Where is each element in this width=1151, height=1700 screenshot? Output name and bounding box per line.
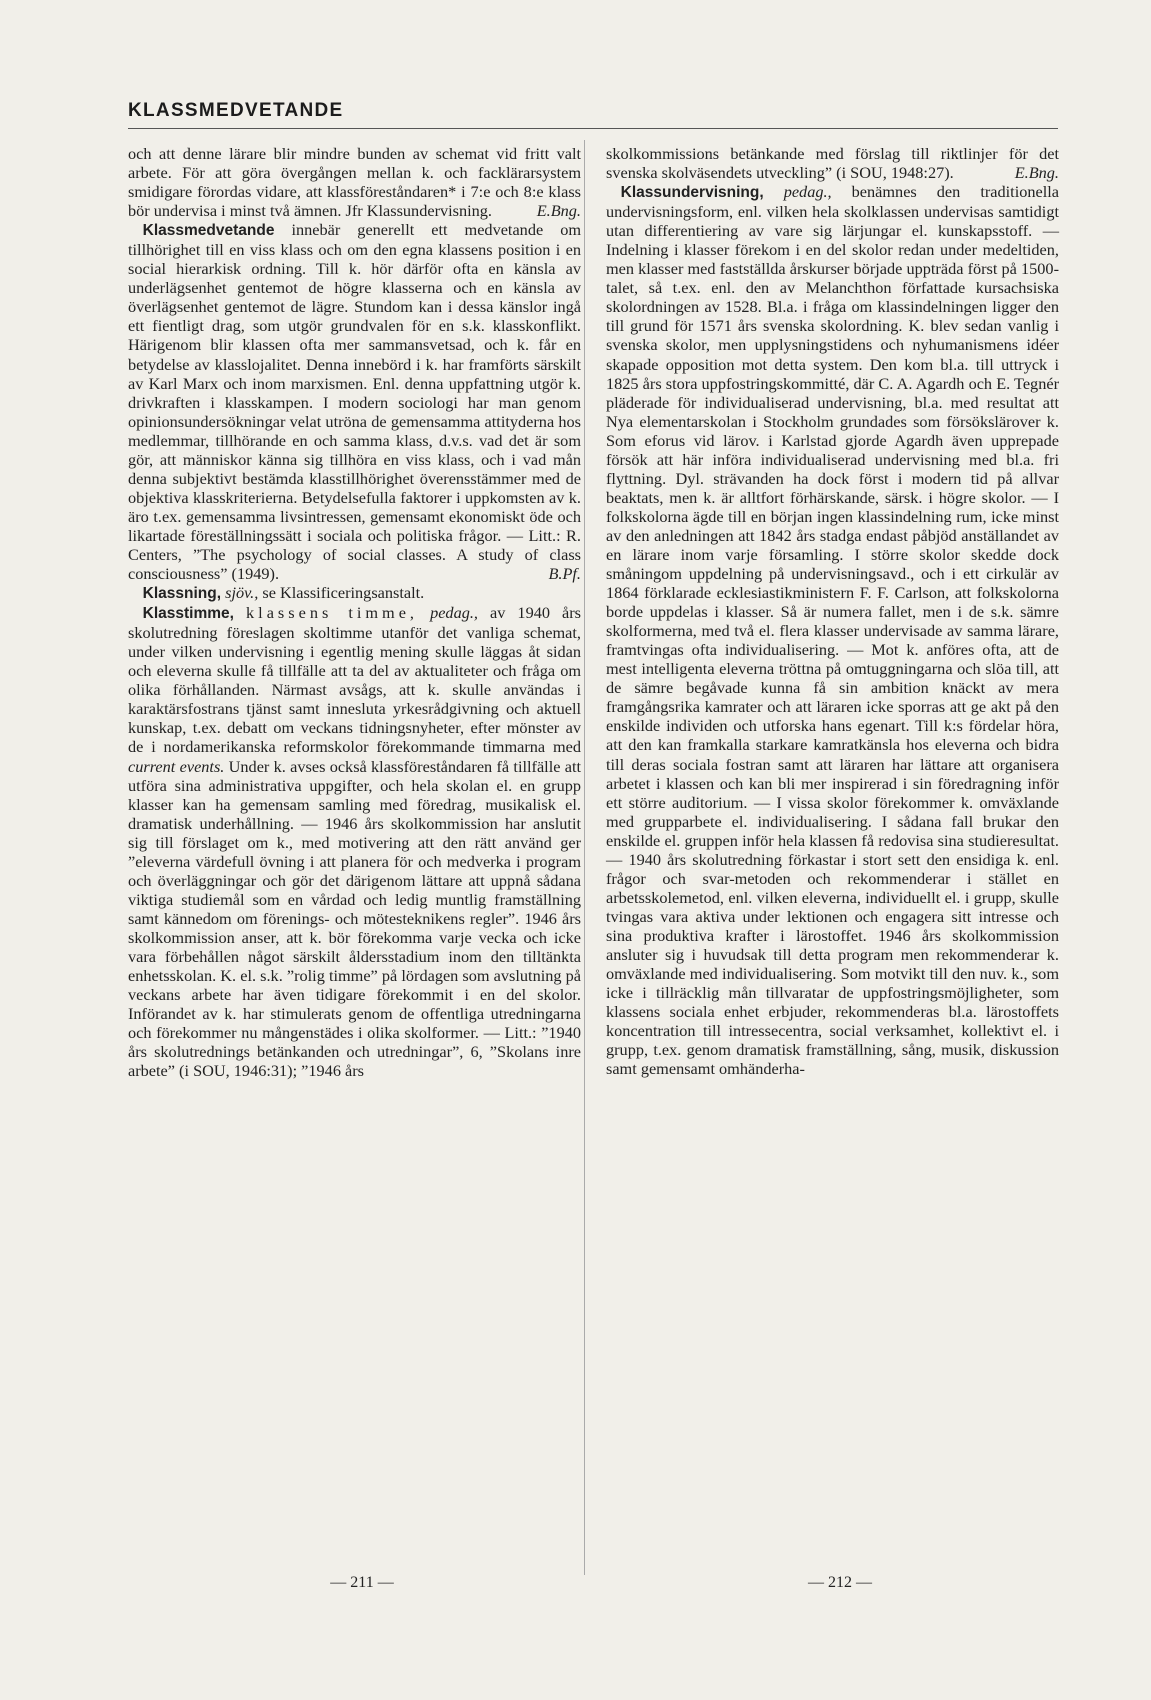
header-rule: [128, 128, 1058, 129]
headword: Klassundervisning,: [620, 184, 764, 202]
subject-label: pedag.,: [783, 182, 832, 202]
entry-text: skolkommissions betänkande med förslag till riktlinjer för det svenska skolväsendets utveckling” (i SOU, 1948:27).: [606, 144, 1059, 183]
subject-label: pedag.,: [430, 603, 478, 623]
entry-text: se Klassificeringsanstalt.: [258, 583, 425, 603]
subject-label: sjöv.,: [225, 583, 259, 603]
entry-text: av 1940 års skolutredning föreslagen skoltimme utanför det vanliga schemat, under vilken undervisning i egentlig mening skulle läggas åt sidan och eleverna skulle få tillfälle att ta del av aktualiteter och fråga om olika förhållanden. Närmast avsågs, att k. skulle användas i karaktärsfostrans tjänst samt innesluta yrkesrådgivning och aktuell kunskap, t.ex. debatt om veckans tidningsnyheter, efter mönster av de i nordamerikanska reformskolor förekommande timmarna med: [128, 603, 582, 757]
spaced-gloss: klassens timme,: [246, 603, 419, 623]
entry-klassmedvetande: [128, 220, 581, 583]
entry-text: och att denne lärare blir mindre bunden av schemat vid fritt valt arbete. För att göra övergången mellan k. och facklärarsystem smidigare förordas vidare, att klassföreståndaren* i 7:e och 8:e klass bör undervisa i minst två ämnen. Jfr Klassundervisning.: [128, 144, 581, 221]
entry-klassundervisning: [606, 182, 1059, 1078]
headword: Klassning,: [142, 585, 222, 603]
entry-klasstimme: [128, 603, 581, 1080]
author-signature: E.Bng.: [1014, 163, 1059, 183]
entry-text: innebär generellt ett medvetande om tillhörighet till en viss klass och om den egna klassens position i en social hierarkisk ordning. Till k. hör därför ofta en känsla av underlägsenhet gentemot de högre klasserna och en känsla av överlägsenhet gentemot de lägre. Stundom kan i dessa känslor ingå ett fientligt drag, som utgör grundvalen för en s.k. klasskonflikt. Härigenom blir klassen ofta mer sammansvetsad, och k. får en betydelse av klasslojalitet. Denna innebörd i k. har framförts särskilt av Karl Marx och inom marxismen. Enl. denna uppfattning utgör k. drivkraften i klasskampen. I modern sociologi har man genom opinionsundersökningar velat utröna de gemensamma attityderna hos medlemmar, tillhörande en och samma klass, d.v.s. vad det är som gör, att människor känna sig tillhöra en viss klass, och i vad mån denna subjektivt bestämda klasstillhörighet överensstämmer med de objektiva klasskriterierna. Betydelsefulla faktorer i uppkomsten av k. äro t.ex. gemensamma livsintressen, gemensamt ekonomiskt öde och likartade föreställningssätt i sociala och politiska frågor. — Litt.: R. Centers, ”The psychology of social classes. A study of class consciousness” (1949).: [128, 220, 581, 584]
running-title: KLASSMEDVETANDE: [128, 100, 344, 121]
author-signature: E.Bng.: [536, 201, 581, 221]
entry-text: Under k. avses också klassföreståndaren få tillfälle att utföra sina administrativa uppgifter, och hela skolan el. en grupp klasser kan ha gemensam samling med föredrag, musikalisk el. dramatisk underhållning. — 1946 års skolkommission har anslutit sig till förslaget om k., med motivering att den rätt använd ger ”eleverna värdefull övning i att planera för och medverka i program och överläggningar och gör det därigenom lättare att uppnå sådana viktiga studiemål som en vårdad och ledig muntlig framställning samt kännedom om förenings- och mötesteknikens regler”. 1946 års skolkommission anser, att k. bör förekomma varje vecka och icke vara förbehållen något särskilt åldersstadium inom den tilltänkta enhetsskolan. K. el. s.k. ”rolig timme” på lördagen som avslutning på veckans arbete har även tidigare förekommit i en del skolor. Införandet av k. har stimulerats genom de offentliga utredningarna och förekommer nu mångenstädes i olika skolformer. — Litt.: ”1940 års skolutrednings betänkanden och utredningar”, 6, ”Skolans inre arbete” (i SOU, 1946:31); ”1946 års: [128, 756, 581, 1081]
headword: Klassmedvetande: [142, 222, 275, 240]
author-signature: B.Pf.: [548, 564, 581, 584]
headword: Klasstimme,: [142, 605, 234, 623]
left-column: [128, 144, 581, 1080]
entry-klassning: [128, 583, 581, 603]
page-number-right: — 212 —: [808, 1574, 872, 1591]
column-divider: [584, 140, 585, 1575]
right-column: [606, 144, 1059, 1078]
entry-text: benämnes den traditionella undervisningsform, enl. vilken hela skolklassen undervisas samtidigt utan differentiering av vare sig lärjungar el. kunskapsstoff. — Indelning i klasser förekom i en del skolor redan under medeltiden, men klasser med fastställda årskurser började uppträda först på 1500-talet, så t.ex. enl. den av Melanchthon författade kursachsiska skolordningen av 1528. Bl.a. i fråga om klassindelningen ligger den till grund för 1571 års svenska skolordning. K. blev sedan vanlig i svenska skolor, men upplysningstidens och nyhumanismens idéer skapade opposition mot detta system. Den kom bl.a. till uttryck i 1825 års stora uppfostringskommitté, där C. A. Agardh och E. Tegnér pläderade för individualiserad undervisning, bl.a. med resultat att Nya elementarskolan i Stockholm grundades som försökslärover k. Som eforus vid lärov. i Karlstad gjorde Agardh även upprepade försök att här införa individualiserad undervisning med bl.a. fri flyttning. Dyl. strävanden ha dock först i modern tid på allvar beaktats, men k. är alltfort förhärskande, särsk. i högre skolor. — I folkskolorna ägde till en början ingen klassindelning rum, icke minst av den anledningen att 1842 års stadga endast påbjöd anställandet av en lärare inom varje församling. I större skolor skedde dock småningom uppdelning på undervisningsavd., och i ett cirkulär av 1864 förklarade ecklesiastikministern F. F. Carlson, att folkskolorna borde uppdelas i klasser. Så är numera fallet, men i de s.k. sämre skolformerna, med två el. flera klasser undervisade av samma lärare, framtvingas ofta individualisering. — Mot k. anföres ofta, att de mest intelligenta eleverna tröttna på omtuggningarna och slöa till, att de sämre begåvade kunna få sin ambition knäckt av mera framgångsrika kamrater och att läraren icke sporras att ge akt på den enskilde individen och utforska hans egenart. Till k:s fördelar höra, att den kan framkalla starkare kamratkänsla hos eleverna och bidra till deras sociala fostran samt att läraren har lättare att organisera arbetet i klassen och kan bli mer inspirerad i sin föredragning inför ett större auditorium. — I vissa skolor förekommer k. omväxlande med grupparbete el. individualisering. I sådana fall brukar den enskilde el. gruppen inför hela klassen få redovisa sina studieresultat. — 1940 års skolutredning förkastar i stort sett den ensidiga k. enl. frågor och svar-metoden och rekommenderar i stället en arbetsskolemetod, enl. vilken eleverna, individuellt el. i grupp, skulle tvingas vara aktiva under lektionen och engagera sitt intresse och sina produktiva krafter i lärostoffet. 1946 års skolkommission ansluter sig i huvudsak till detta program men rekommenderar k. omväxlande med individualisering. Som motvikt till den nuv. k., som icke i tillräcklig mån tillvaratar de uppfostringsmöjligheter, som klassens sociala enhet erbjuder, rekommenderas bl.a. lärostoffets koncentration till intressecentra, social verksamhet, kollektivt el. i grupp, t.ex. genom dramatisk framställning, sång, musik, diskussion samt gemensamt omhänderha-: [606, 182, 1060, 1079]
page-number-left: — 211 —: [330, 1574, 394, 1591]
italic-term: current events.: [128, 756, 225, 776]
entry-continuation: [128, 144, 581, 220]
entry-continuation: [606, 144, 1059, 182]
